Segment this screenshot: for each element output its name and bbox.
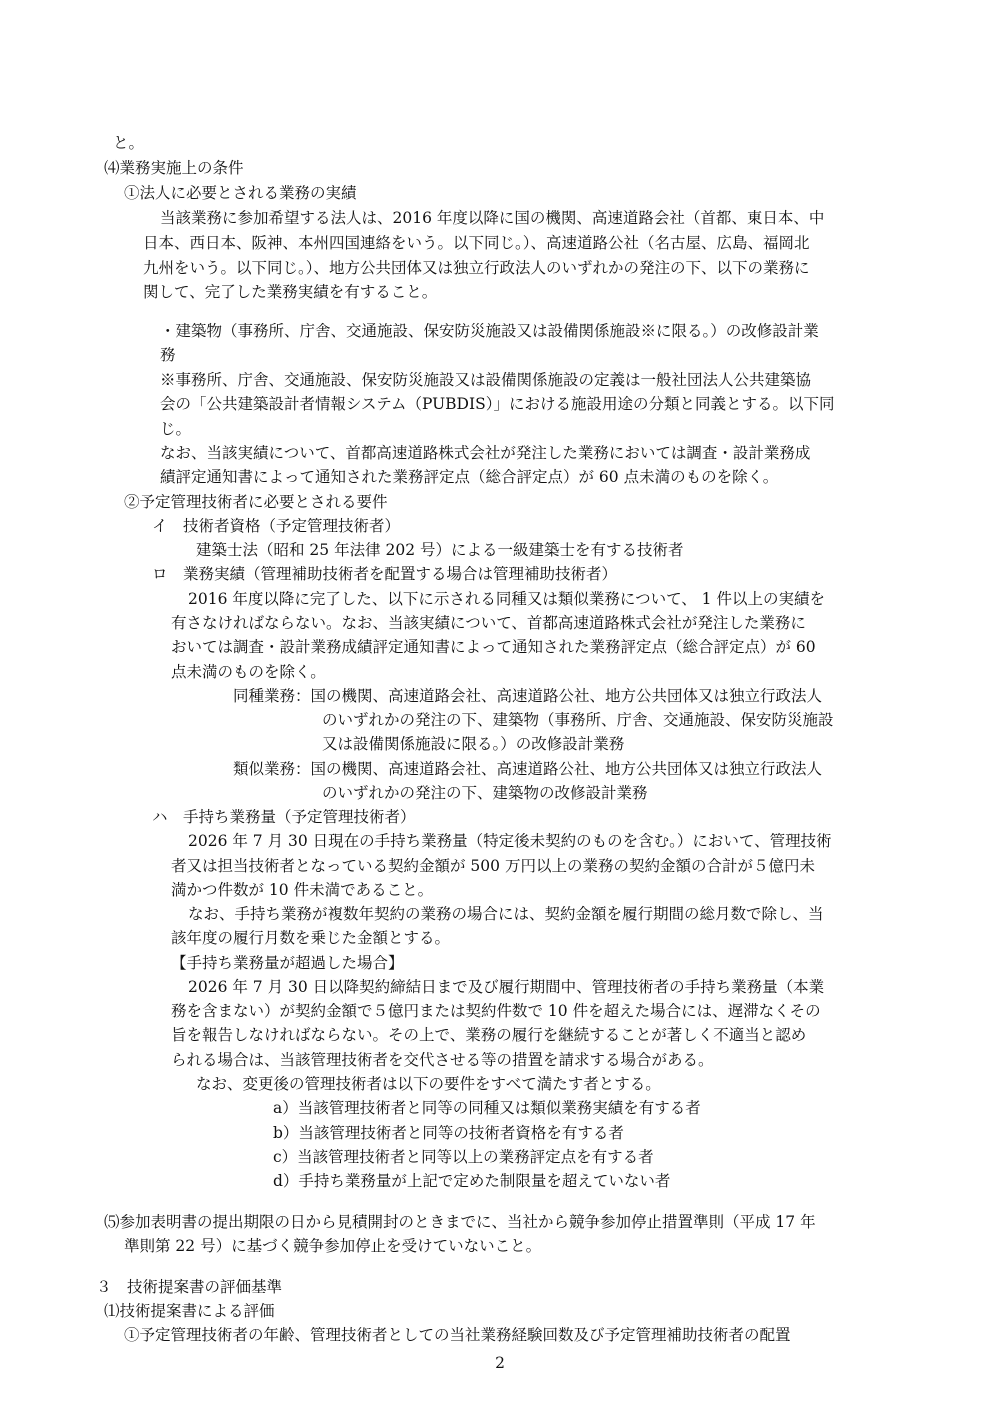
text-line: じ。 — [160, 420, 192, 438]
text-line: 満かつ件数が 10 件未満であること。 — [171, 881, 434, 899]
text-line: 旨を報告しなければならない。その上で、業務の履行を継続することが著しく不適当と認め — [171, 1026, 807, 1044]
text-line: 会の「公共建築設計者情報システム（PUBDIS）」における施設用途の分類と同義とする。以下同 — [160, 395, 835, 413]
text-line: 準則第 22 号）に基づく競争参加停止を受けていないこと。 — [124, 1237, 542, 1255]
text-line: 務 — [160, 346, 176, 364]
list-item: a）当該管理技術者と同等の同種又は類似業務実績を有する者 — [273, 1099, 701, 1117]
subsection-heading: ②予定管理技術者に必要とされる要件 — [124, 493, 388, 511]
text-line: 日本、西日本、阪神、本州四国連絡をいう。以下同じ。）、高速道路公社（名古屋、広島、福岡北 — [143, 234, 810, 252]
text-line: られる場合は、当該管理技術者を交代させる等の措置を請求する場合がある。 — [171, 1051, 714, 1069]
text-line: のいずれかの発注の下、建築物の改修設計業務 — [322, 784, 648, 802]
chapter-heading: ３ 技術提案書の評価基準 — [96, 1278, 283, 1296]
text-line: 務を含まない）が契約金額で５億円または契約件数で 10 件を超えた場合には、遅滞なくその — [171, 1002, 821, 1020]
list-item: b）当該管理技術者と同等の技術者資格を有する者 — [273, 1124, 624, 1142]
section-heading: ⑸参加表明書の提出期限の日から見積開封のときまでに、当社から競争参加停止措置準則（平成 17 年 — [104, 1213, 816, 1231]
text-line: と。 — [113, 134, 145, 152]
subsection-heading: ①予定管理技術者の年齢、管理技術者としての当社業務経験回数及び予定管理補助技術者の配置 — [124, 1326, 791, 1344]
text-line: なお、手持ち業務が複数年契約の業務の場合には、契約金額を履行期間の総月数で除し、当 — [188, 905, 824, 923]
text-line: 類似業務：国の機関、高速道路会社、高速道路公社、地方公共団体又は独立行政法人 — [233, 760, 823, 778]
text-line: ・建築物（事務所、庁舎、交通施設、保安防災施設又は設備関係施設※に限る。）の改修設計業 — [160, 322, 819, 340]
text-line: ※事務所、庁舎、交通施設、保安防災施設又は設備関係施設の定義は一般社団法人公共建築協 — [160, 371, 812, 389]
text-line: 建築士法（昭和 25 年法律 202 号）による一級建築士を有する技術者 — [196, 541, 684, 559]
text-line: 【手持ち業務量が超過した場合】 — [171, 954, 404, 972]
text-line: 当該業務に参加希望する法人は、2016 年度以降に国の機関、高速道路会社（首都、東日本、中 — [160, 209, 825, 227]
item-heading: イ 技術者資格（予定管理技術者） — [152, 517, 401, 535]
text-line: 者又は担当技術者となっている契約金額が 500 万円以上の業務の契約金額の合計が５億円未 — [171, 857, 815, 875]
text-line: 同種業務：国の機関、高速道路会社、高速道路公社、地方公共団体又は独立行政法人 — [233, 687, 823, 705]
text-line: 2026 年 7 月 30 日現在の手持ち業務量（特定後未契約のものを含む。）において、管理技術 — [188, 832, 832, 850]
list-item: d）手持ち業務量が上記で定めた制限量を超えていない者 — [273, 1172, 671, 1190]
list-item: c）当該管理技術者と同等以上の業務評定点を有する者 — [273, 1148, 654, 1166]
text-line: 又は設備関係施設に限る。）の改修設計業務 — [322, 735, 625, 753]
text-line: おいては調査・設計業務成績評定通知書によって通知された業務評定点（総合評定点）が 60 — [171, 638, 816, 656]
text-line: 該年度の履行月数を乗じた金額とする。 — [171, 929, 451, 947]
item-heading: ハ 手持ち業務量（予定管理技術者） — [152, 808, 416, 826]
text-line: なお、当該実績について、首都高速道路株式会社が発注した業務においては調査・設計業務成 — [160, 444, 811, 462]
section-heading: ⑷業務実施上の条件 — [104, 159, 244, 177]
text-line: 九州をいう。以下同じ。）、地方公共団体又は独立行政法人のいずれかの発注の下、以下の業務に — [143, 259, 810, 277]
text-line: 有さなければならない。なお、当該実績について、首都高速道路株式会社が発注した業務に — [171, 614, 806, 632]
subsection-heading: ①法人に必要とされる業務の実績 — [124, 184, 357, 202]
text-line: なお、変更後の管理技術者は以下の要件をすべて満たす者とする。 — [196, 1075, 661, 1093]
section-heading: ⑴技術提案書による評価 — [104, 1302, 275, 1320]
text-line: 2016 年度以降に完了した、以下に示される同種又は類似業務について、 1 件以上の実績を — [188, 590, 825, 608]
text-line: 関して、完了した業務実績を有すること。 — [143, 283, 438, 301]
text-line: 2026 年 7 月 30 日以降契約締結日まで及び履行期間中、管理技術者の手持ち業務量（本業 — [188, 978, 825, 996]
text-line: のいずれかの発注の下、建築物（事務所、庁舎、交通施設、保安防災施設 — [322, 711, 834, 729]
text-line: 績評定通知書によって通知された業務評定点（総合評定点）が 60 点未満のものを除く。 — [160, 468, 779, 486]
item-heading: ロ 業務実績（管理補助技術者を配置する場合は管理補助技術者） — [152, 565, 618, 583]
text-line: 点未満のものを除く。 — [171, 663, 326, 681]
page-number: 2 — [495, 1354, 505, 1372]
